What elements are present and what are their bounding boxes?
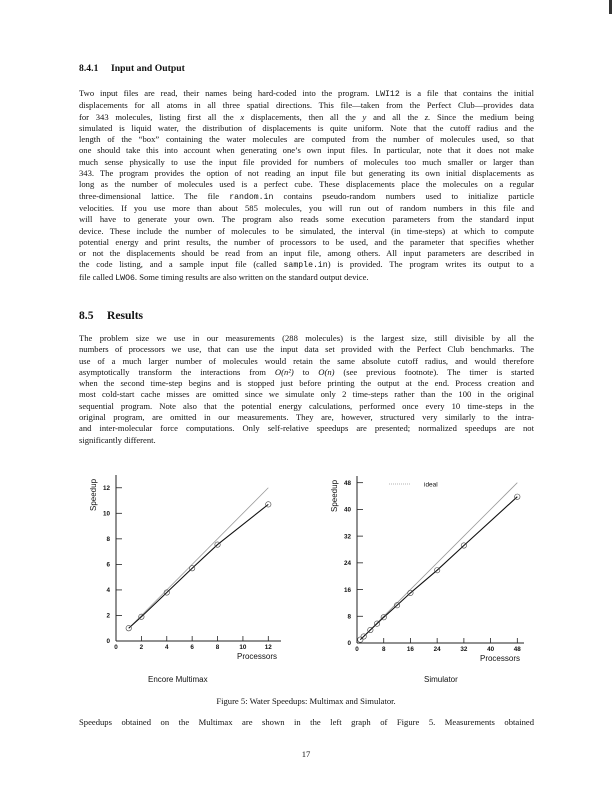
x-tick-label: 48 (513, 646, 521, 653)
chart-simulator (318, 462, 538, 672)
x-tick-label: 6 (190, 644, 194, 651)
y-tick-label: 4 (106, 587, 110, 595)
text-run: original program, are omitted in our measurements. They are, however, structured very similarly to the intra- (79, 412, 534, 423)
ideal-line (129, 488, 269, 628)
text-run: or not the displacements should be read from an input file, among others. All input parameters are described in (79, 248, 534, 259)
paragraph-closing: Speedups obtained on the Multimax are shown in the left graph of Figure 5. Measurements obtained (79, 717, 534, 727)
text-run: potential energy and print results, the number of processors to be used, and the parameter that specifies whether (79, 236, 534, 247)
text-run: file called (79, 271, 116, 282)
y-tick-label: 12 (102, 484, 110, 492)
x-tick-label: 12 (264, 644, 272, 651)
x-tick-label: 40 (487, 646, 495, 653)
y-axis-title: Speedup (89, 478, 98, 512)
text-run: . Some timing results are also written on the standard output device. (134, 271, 369, 282)
y-tick-label: 0 (347, 640, 351, 648)
text-line (79, 123, 534, 134)
text-run: the code listing, and a sample input file (called (79, 259, 284, 270)
x-tick-label: 10 (239, 644, 247, 651)
x-axis-title: Processors (236, 652, 277, 661)
x-tick-label: 4 (165, 644, 169, 651)
text-run: use of a much larger number of molecules would retain the same absolute cutoff radius, and would therefore (79, 355, 534, 366)
text-line (79, 203, 534, 214)
text-run: (see previous footnote). The timer is started (334, 366, 534, 377)
x-tick-label: 32 (460, 646, 468, 653)
y-tick-label: 40 (343, 506, 351, 514)
text-run: length of the “box” containing the water molecules are computed from the number of molecules used, so that (79, 134, 534, 145)
code-text: LWO6 (115, 273, 135, 283)
text-line (79, 401, 534, 412)
text-line (79, 412, 534, 423)
text-run: sequential program. Note also that the potential energy calculations, performed once every 10 time-steps in the (79, 400, 534, 411)
text-line (79, 389, 534, 400)
text-run: displacements for all atoms in all three spatial directions. This file—taken from the Perfect Club—provides data (79, 100, 534, 111)
y-tick-label: 0 (106, 638, 110, 646)
text-line (79, 145, 534, 156)
text-line (79, 237, 534, 248)
x-tick-label: 0 (355, 646, 359, 653)
text-run: simulated is liquid water, the distribution of displacements is quite uniform. Note that the cutoff radius and the (79, 122, 534, 133)
section-title: Results (107, 309, 144, 322)
chart-label-multimax: Encore Multimax (148, 675, 208, 684)
y-tick-label: 2 (106, 612, 110, 620)
figure-caption: Figure 5: Water Speedups: Multimax and Simulator. (216, 696, 396, 706)
x-tick-label: 8 (215, 644, 220, 651)
text-line (79, 423, 534, 434)
text-line (79, 112, 534, 123)
text-line (79, 191, 534, 203)
chart-multimax (78, 462, 288, 672)
math-text: x (240, 111, 245, 122)
text-run: asymptotically transform the interactions from (79, 366, 275, 377)
x-tick-label: 24 (433, 646, 441, 653)
code-text: random.in (229, 192, 274, 202)
text-run: 343. The program provides the option of not reading an input file but generating its own initial displacements as (79, 168, 534, 179)
code-text: LWI12 (375, 90, 400, 99)
code-text: sample.in (283, 261, 328, 271)
section-number: 8.4.1 (79, 63, 99, 74)
text-line (79, 378, 534, 389)
x-axis-title: Processors (479, 654, 520, 663)
text-run: long as the number of molecules used is a perfect cube. These displacements place the molecules on a regular (79, 179, 534, 190)
text-run: significantly different. (79, 434, 156, 445)
text-line (79, 367, 534, 378)
paragraph-input-output (79, 88, 534, 284)
text-run: device. These include the number of molecules to be simulated, the interval (in time-steps) at which to compute (79, 225, 534, 236)
text-run: Since the medium being (430, 111, 534, 122)
data-point (358, 637, 363, 642)
text-line (79, 214, 534, 225)
y-tick-label: 32 (343, 533, 351, 541)
page-number: 17 (301, 749, 311, 759)
text-run: will have to generate your own. The program also reads some execution parameters from the standard input (79, 214, 534, 225)
text-line (79, 100, 534, 111)
x-tick-label: 16 (406, 646, 414, 653)
text-run: velocities. If you use more than about 585 molecules, you will run out of random numbers in this file and (79, 202, 534, 213)
section-number: 8.5 (79, 309, 94, 322)
text-line (79, 356, 534, 367)
text-line (79, 435, 534, 446)
text-run: and inter-molecular force computations. Only self-relative speedups are presented; normalized speedups are not (79, 423, 534, 434)
chart-label-simulator: Simulator (424, 675, 458, 684)
section-heading-input-output (79, 63, 185, 74)
math-text: O(n²) (274, 366, 294, 377)
text-run: The problem size we use in our measurements (288 molecules) is the largest size, still divisible by all the (79, 333, 534, 343)
text-line (79, 179, 534, 190)
text-line (79, 88, 534, 100)
text-run: for 343 molecules, listing first all the (79, 111, 241, 122)
x-tick-label: 8 (381, 646, 386, 653)
text-run: and all the (366, 111, 425, 122)
chart-multimax-svg (78, 462, 288, 672)
text-run: contains pseudo-random numbers used to initialize particle (273, 190, 535, 201)
y-tick-label: 8 (106, 536, 110, 544)
legend-label-ideal: ideal (424, 481, 438, 489)
x-tick-label: 2 (139, 644, 144, 651)
text-run: most cold-start cache misses are omitted since we simulate only 2 time-steps rather than the 100 in the original (79, 389, 534, 400)
paragraph-results (79, 333, 534, 446)
math-text: z. (424, 111, 431, 122)
section-title: Input and Output (111, 63, 185, 74)
y-tick-label: 16 (343, 586, 351, 594)
measured-line (129, 504, 269, 628)
y-tick-label: 10 (102, 510, 110, 518)
y-tick-label: 6 (106, 561, 110, 569)
text-line (79, 157, 534, 168)
text-run: much sense physically to use the input file provided for numbers of molecules too much smaller or larger than (79, 156, 534, 167)
text-line (79, 259, 534, 271)
x-tick-label: 0 (114, 644, 118, 651)
y-tick-label: 24 (343, 560, 351, 568)
math-text: y (362, 111, 367, 122)
text-run: numbers of processors we use, that can use the input data set provided with the Perfect Club benchmarks. The (79, 344, 534, 355)
text-line (79, 344, 534, 355)
text-line (79, 134, 534, 145)
y-axis-title: Speedup (330, 479, 339, 513)
text-run: to (293, 366, 319, 377)
text-line (79, 168, 534, 179)
section-heading-results (79, 309, 143, 322)
text-line (79, 248, 534, 259)
text-line (79, 272, 534, 284)
y-tick-label: 8 (347, 613, 351, 621)
text-line (79, 333, 534, 344)
math-text: O(n) (318, 366, 335, 377)
text-run: one should take this into account when generating one’s own input files. In particular, note that it does not make (79, 145, 534, 156)
text-line (79, 226, 534, 237)
text-run: ) is provided. The program writes its output to a (327, 259, 534, 270)
ideal-line (360, 483, 517, 640)
text-run: Two input files are read, their names being hard-coded into the program. (79, 88, 376, 98)
chart-simulator-svg (318, 462, 538, 672)
y-tick-label: 48 (343, 479, 351, 487)
text-run: three-dimensional lattice. The file (79, 190, 230, 201)
text-run: is a file that contains the initial (399, 88, 534, 98)
text-run: when the second time-step begins and is stopped just before printing the output at the end. Process creation and (79, 378, 534, 389)
text-run: displacements, then all the (244, 111, 363, 122)
